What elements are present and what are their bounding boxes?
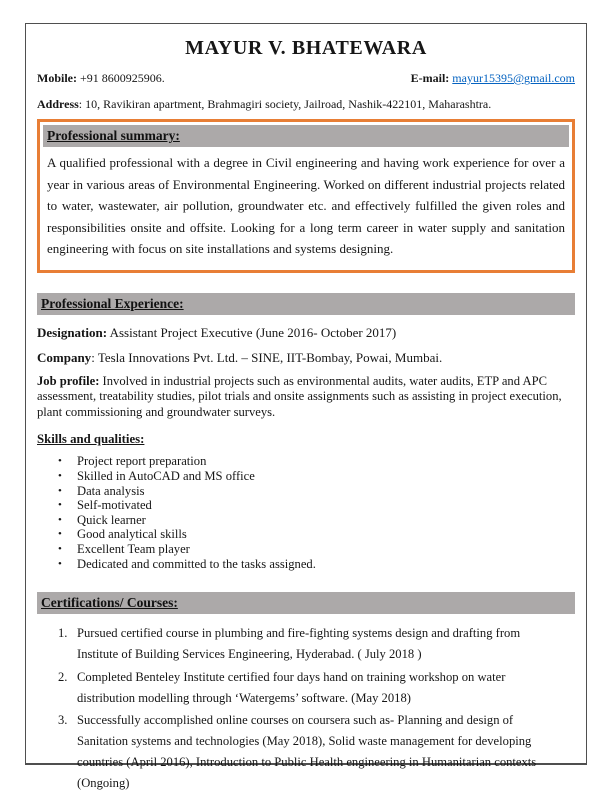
list-item [37,557,575,572]
item-number: 1. [58,626,68,641]
bullet-icon: • [58,543,62,556]
bullet-icon: • [58,455,62,468]
designation-label: Designation: [37,324,108,340]
skill-text: Dedicated and committed to the tasks assigned. [77,556,316,571]
professional-summary-box [37,119,575,273]
list-item [37,469,575,484]
certification-text: Pursued certified course in plumbing and fire-fighting systems design and drafting from Institute of Building Services Engineering, Hyderabad. ( July 2018 ) [77,626,521,662]
skill-text: Data analysis [77,483,145,498]
contact-row [37,71,575,85]
experience-heading-bar [37,293,575,315]
certifications-list [37,623,575,793]
list-item [37,484,575,499]
email-line [411,71,575,85]
list-item [37,527,575,542]
item-number: 2. [58,669,68,684]
skill-text: Skilled in AutoCAD and MS office [77,469,255,484]
bullet-icon: • [58,513,62,526]
skill-text: Self-motivated [77,498,152,513]
list-item [37,542,575,557]
resume-page [25,23,587,790]
list-item [37,513,575,528]
summary-heading-bar [43,125,569,147]
bullet-icon: • [58,499,62,512]
experience-heading: Professional Experience: [41,295,184,311]
company-value: : Tesla Innovations Pvt. Ltd. – SINE, IIT-Bombay, Powai, Mumbai. [91,349,443,365]
certification-text: Successfully accomplished online courses on coursera such as- Planning and design of Sanitation systems and technologies (May 2018), Solid waste management for developing countries (April 2016), Introduction to Public Health engineering in Humanitarian contexts (Ongoing) [77,713,537,790]
certifications-heading-bar [37,592,575,614]
page-title: MAYUR V. BHATEWARA [185,37,427,59]
bullet-icon: • [58,528,62,541]
skill-text: Good analytical skills [77,527,187,542]
job-profile-line [37,374,575,421]
mobile-value: +91 8600925906. [80,71,165,85]
company-line [37,350,575,365]
job-profile-label: Job profile: [37,373,100,388]
list-item [37,498,575,513]
mobile-line [37,71,165,85]
summary-body: A qualified professional with a degree in Civil engineering and having work experience for over a year in various areas of Environmental Engineering. Worked on different industrial projects related to water, wastewater, air pollution, groundwater etc. and effectively fulfilled the given roles and responsibilities onsite and offsite. Looking for a long term career in water supply and sanitation engineering with focus on site installations and systems designing. [47,155,565,257]
address-label: Address [37,97,79,111]
address-line [37,97,575,111]
list-item [37,454,575,469]
skills-heading: Skills and qualities: [37,432,145,447]
job-profile-value: Involved in industrial projects such as environmental audits, water audits, ETP and APC assessment, treatability studies, pilot trials and onsite assignments such as assisting in project execution, plant commissioning and groundwater surveys. [37,373,562,419]
skills-list [37,454,575,571]
certification-text: Completed Benteley Institute certified four days hand on training workshop on water distribution modelling through ‘Watergems’ software. (May 2018) [77,669,506,705]
company-label: Company [37,349,92,365]
email-link[interactable]: mayur15395@gmail.com [452,71,575,85]
mobile-label: Mobile: [37,71,77,85]
bullet-icon: • [58,557,62,570]
designation-line [37,325,575,340]
skill-text: Quick learner [77,512,146,527]
designation-value: Assistant Project Executive (June 2016- October 2017) [109,324,397,340]
item-number: 3. [58,713,68,728]
bullet-icon: • [58,470,62,483]
address-value: : 10, Ravikiran apartment, Brahmagiri society, Jailroad, Nashik-422101, Maharashtra. [78,97,492,111]
email-label: E-mail: [410,71,450,85]
certifications-heading: Certifications/ Courses: [41,595,178,611]
summary-heading: Professional summary: [47,128,180,143]
list-item [37,623,575,665]
list-item [37,667,575,709]
list-item [37,710,575,793]
skill-text: Project report preparation [77,454,207,469]
skill-text: Excellent Team player [77,542,190,557]
bullet-icon: • [58,484,62,497]
